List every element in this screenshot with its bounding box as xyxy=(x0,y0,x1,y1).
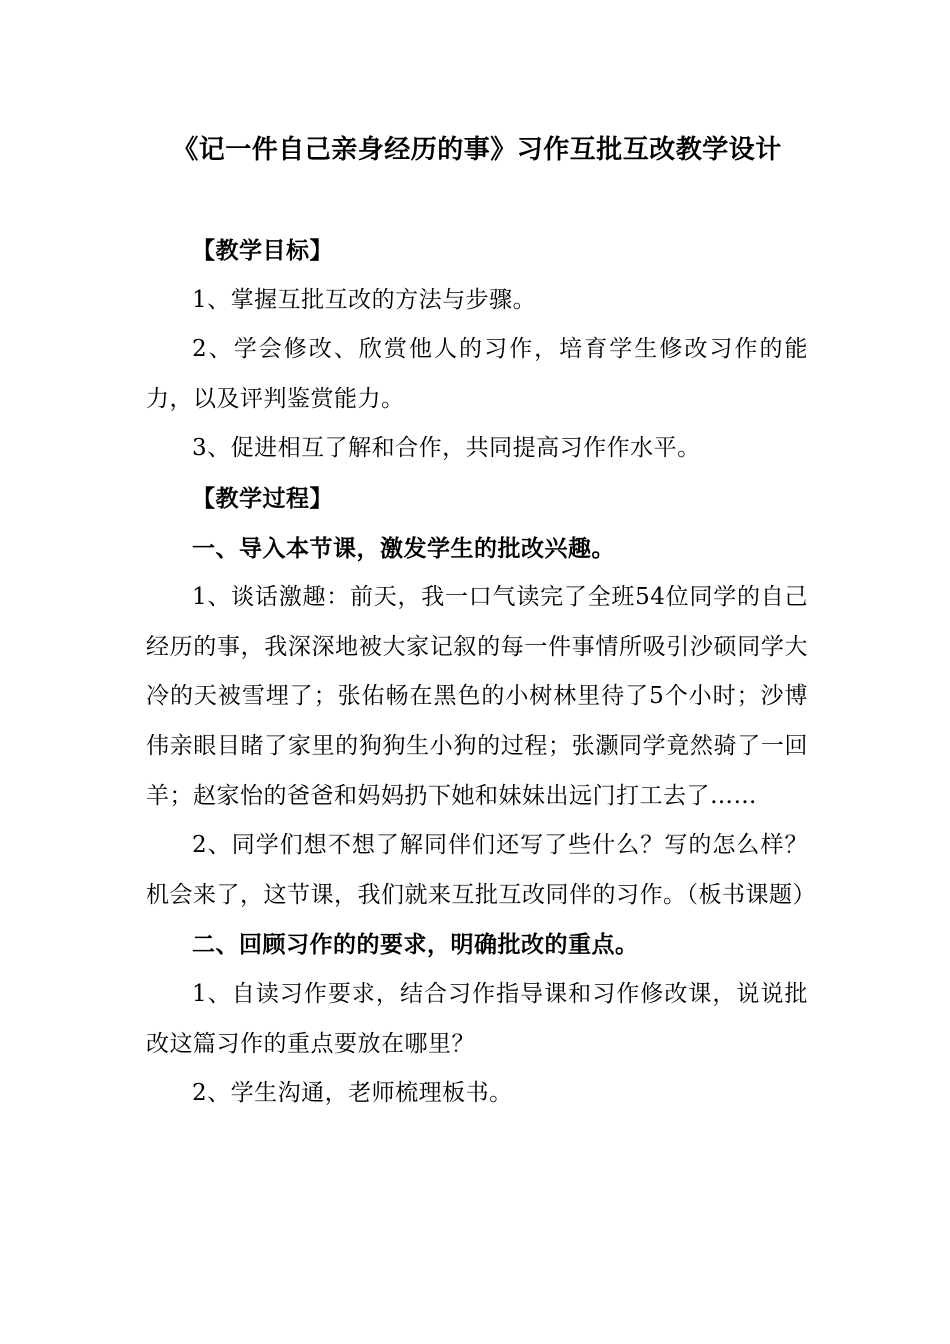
process-heading: 【教学过程】 xyxy=(192,484,333,512)
section-1-item-2: 2、同学们想不想了解同伴们还写了些什么？写的怎么样？机会来了，这节课，我们就来互批互改同伴的习作。（板书课题） xyxy=(146,832,816,908)
document-body xyxy=(146,226,816,1119)
document-title: 《记一件自己亲身经历的事》习作互批互改教学设计 xyxy=(172,135,782,165)
section-2-heading: 二、回顾习作的的要求，明确批改的重点。 xyxy=(192,931,639,959)
objectives-heading: 【教学目标】 xyxy=(192,237,333,264)
objective-3: 3、促进相互了解和合作，共同提高习作作水平。 xyxy=(192,435,701,462)
objective-2: 2、学会修改、欣赏他人的习作，培育学生修改习作的能力，以及评判鉴赏能力。 xyxy=(146,336,808,412)
section-2-item-1: 1、自读习作要求，结合习作指导课和习作修改课，说说批改这篇习作的重点要放在哪里？ xyxy=(146,980,808,1057)
section-1-item-1: 1、谈话激趣：前天，我一口气读完了全班54位同学的自己经历的事，我深深地被大家记叙的每一件事情所吸引沙硕同学大冷的天被雪埋了；张佑畅在黑色的小树林里待了5个小时；沙博伟亲眼目睹了家里的狗狗生小狗的过程；张灏同学竟然骑了一回羊；赵家怡的爸爸和妈妈扔下她和妹妹出远门打工去了…… xyxy=(146,584,808,809)
section-2-item-2: 2、学生沟通，老师梳理板书。 xyxy=(192,1080,513,1107)
objective-1: 1、掌握互批互改的方法与步骤。 xyxy=(192,286,537,313)
section-1-heading: 一、导入本节课，激发学生的批改兴趣。 xyxy=(192,534,615,562)
